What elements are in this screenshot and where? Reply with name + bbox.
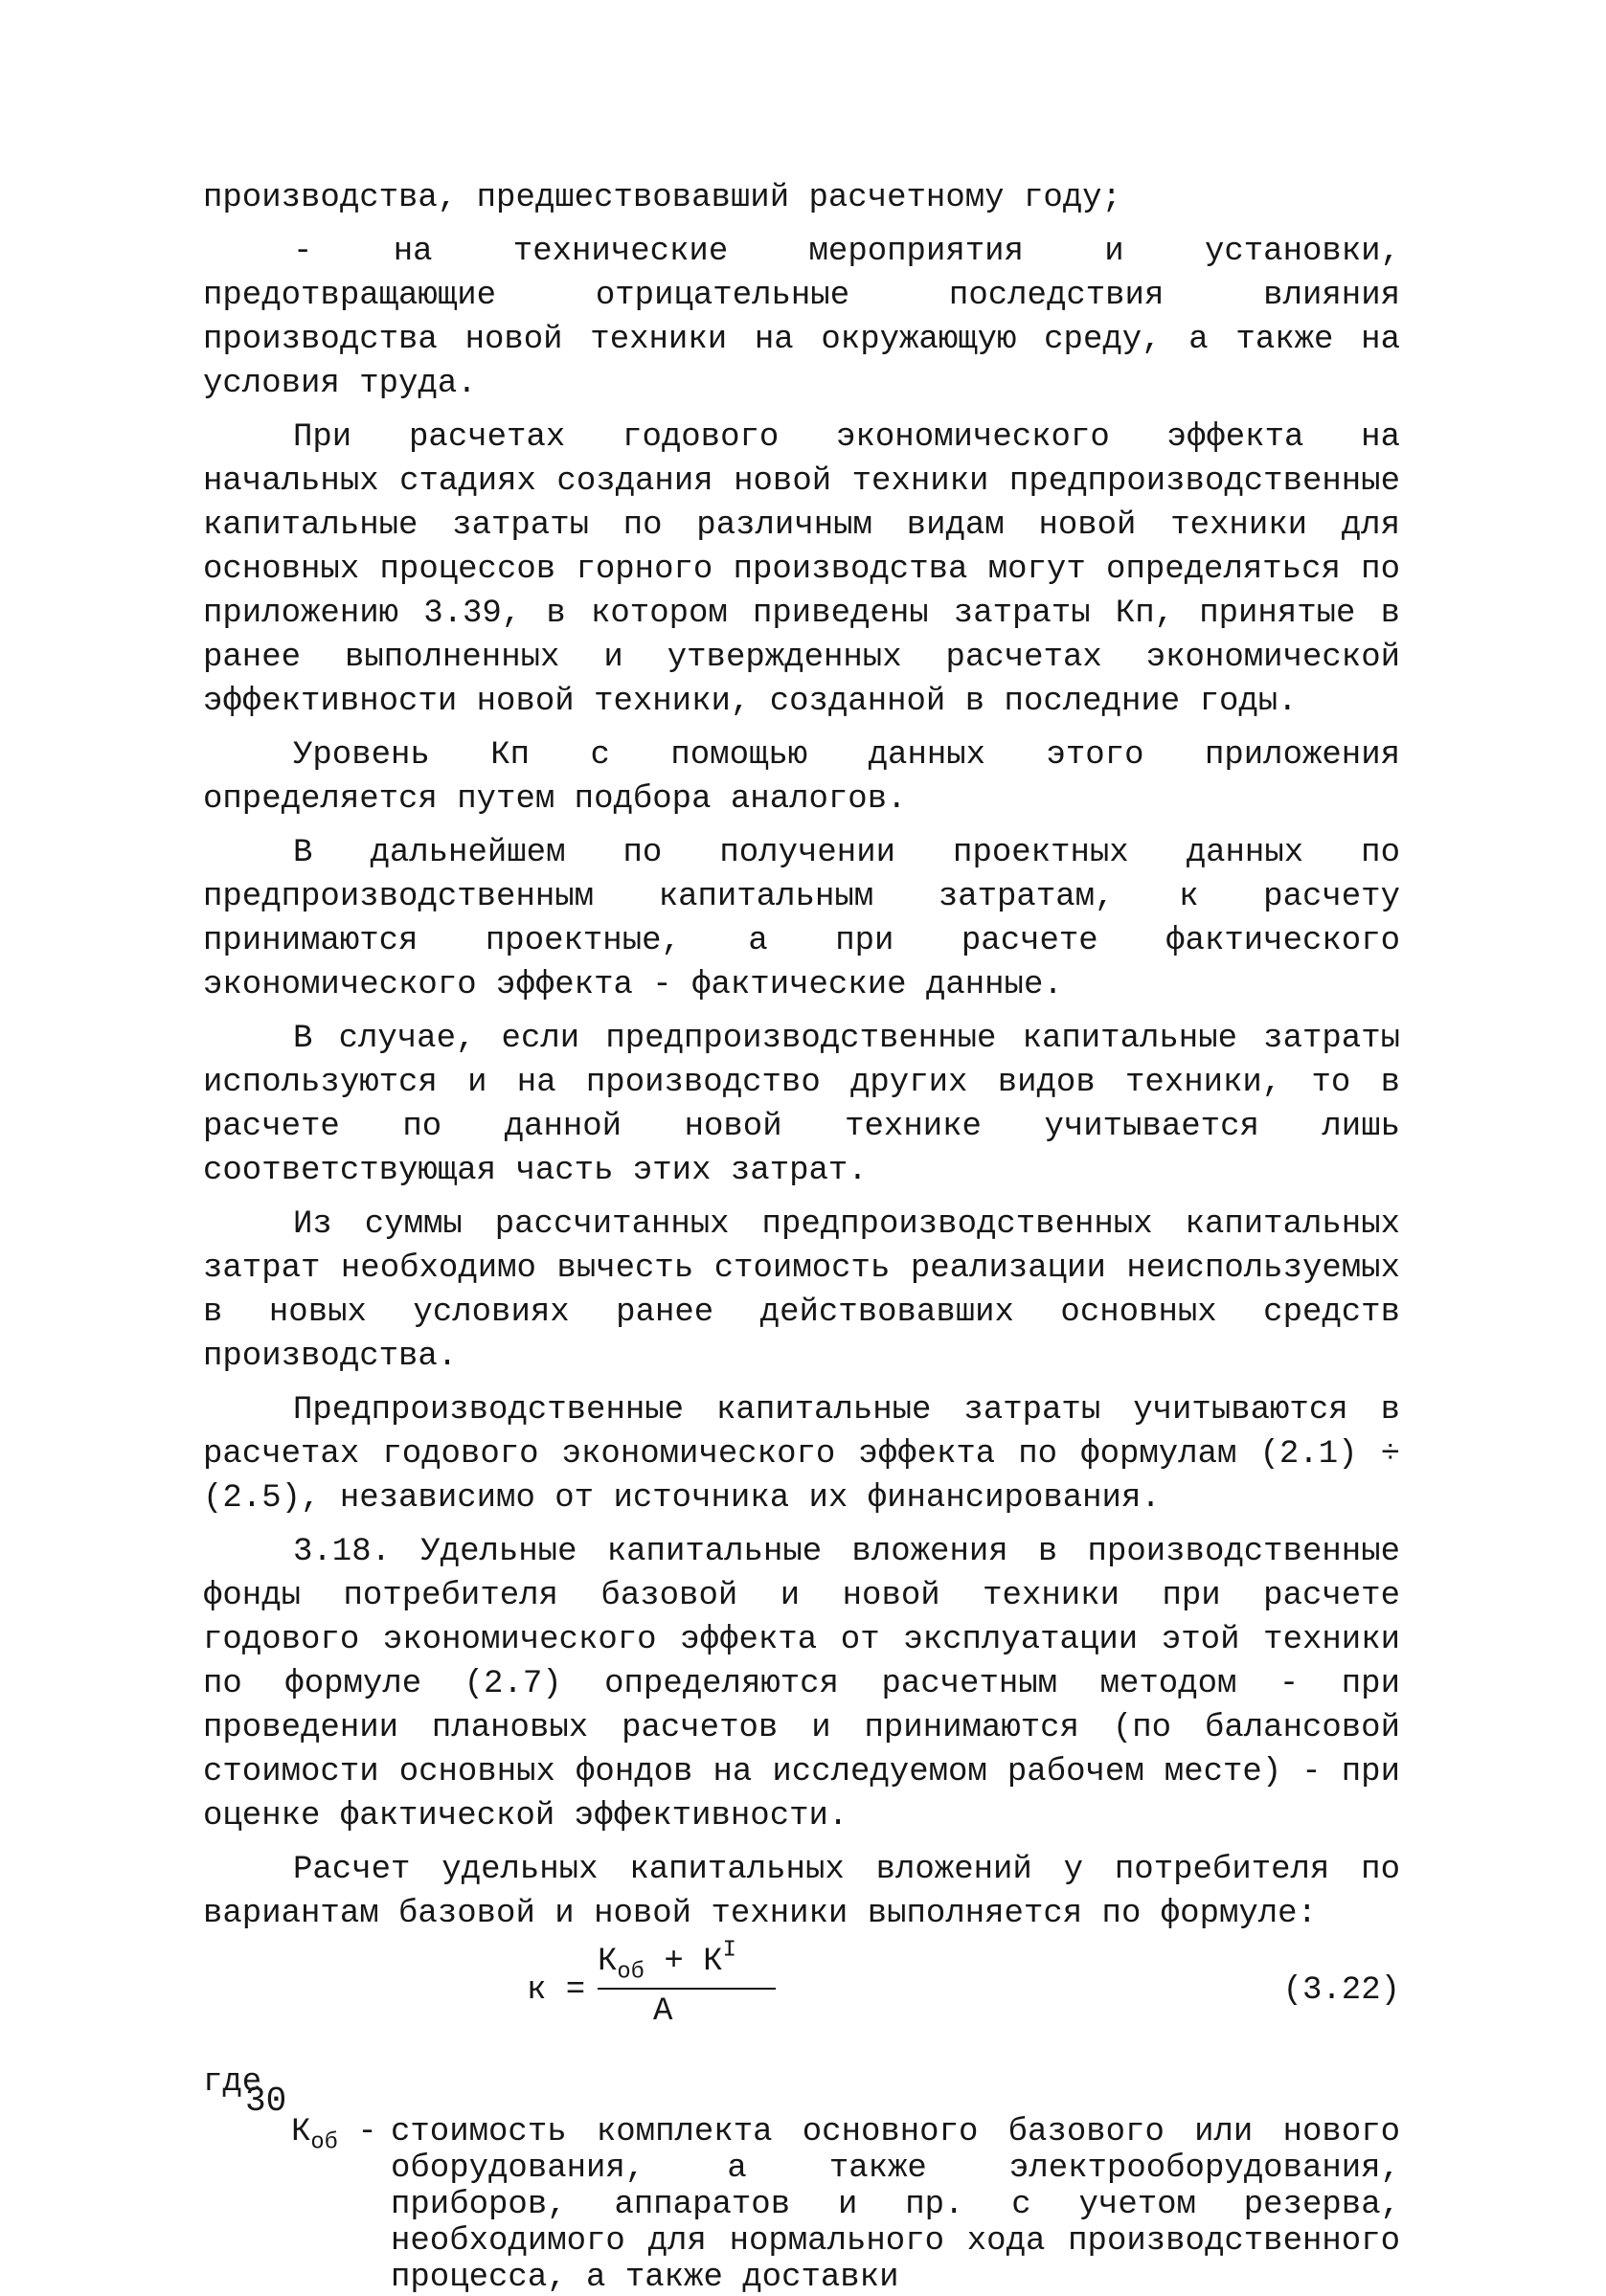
paragraph-environment: - на технические мероприятия и установки, предотвращающие отрицательные последствия влияния производства новой техники на окружающую среду, а также на условия труда. xyxy=(203,234,1400,402)
definition-text: стоимость комплекта основного базового или нового оборудования, а также электрооборудования, приборов, аппаратов и пр. с учетом резерва, необходимого для нормального хода производственного процесса, а также доставки xyxy=(391,2114,1400,2296)
paragraph-shared-costs: В случае, если предпроизводственные капитальные затраты используются и на производство других видов техники, то в расчете по данной новой технике учитывается лишь соответствующая часть этих затрат. xyxy=(203,1021,1400,1189)
numerator-plus-k: + К xyxy=(644,1944,723,1980)
term-k: К xyxy=(291,2114,311,2150)
paragraph-calculation-intro: Расчет удельных капитальных вложений у потребителя по вариантам базовой и новой техники выполняется по формуле: xyxy=(203,1852,1400,1932)
page-number: 30 xyxy=(245,2082,287,2121)
definition-kob xyxy=(203,2114,1400,2296)
body-text xyxy=(203,176,1400,2296)
term-dash: - xyxy=(357,2114,377,2150)
paragraph-subtract-value: Из суммы рассчитанных предпроизводственных капитальных затрат необходимо вычесть стоимость реализации неиспользуемых в новых условиях ранее действовавших основных средств производства. xyxy=(203,1206,1400,1375)
equation-number: (3.22) xyxy=(1282,1972,1400,2009)
paragraph-preproduction-costs: При расчетах годового экономического эффекта на начальных стадиях создания новой техники предпроизводственные капитальные затраты по различным видам новой техники для основных процессов горного производства могут определяться по приложению 3.39, в котором приведены затраты Кп, принятые в ранее выполненных и утвержденных расчетах экономической эффективности новой техники, созданной в последние годы. xyxy=(203,419,1400,720)
formula-fraction xyxy=(598,1937,789,2034)
paragraph-continuation: производства, предшествовавший расчетному году; xyxy=(203,180,1121,216)
paragraph-section-3-18: 3.18. Удельные капитальные вложения в производственные фонды потребителя базовой и новой техники при расчете годового экономического эффекта от эксплуатации этой техники по формуле (2.7) определяются расчетным методом - при проведении плановых расчетов и принимаются (по балансовой стоимости основных фондов на исследуемом рабочем месте) - при оценке фактической эффективности. xyxy=(203,1534,1400,1835)
formula-lhs: к = xyxy=(527,1972,586,2009)
where-label: где xyxy=(203,2064,262,2101)
formula-3-22 xyxy=(203,1937,1400,2053)
numerator-sup: I xyxy=(722,1937,736,1964)
term-sub: об xyxy=(310,2129,338,2156)
numerator-sub: об xyxy=(617,1959,645,1986)
numerator-k: К xyxy=(598,1944,618,1980)
paragraph-formulas-reference: Предпроизводственные капитальные затраты учитываются в расчетах годового экономического эффекта по формулам (2.1) ÷ (2.5), независимо от источника их финансирования. xyxy=(203,1392,1400,1517)
paragraph-kp-level: Уровень Кп с помощью данных этого приложения определяется путем подбора аналогов. xyxy=(203,737,1400,818)
formula-numerator xyxy=(598,1937,789,1986)
formula-denominator: А xyxy=(653,1993,673,2030)
definition-term xyxy=(291,2114,391,2156)
paragraph-project-data: В дальнейшем по получении проектных данных по предпроизводственным капитальным затратам, к расчету принимаются проектные, а при расчете фактического экономического эффекта - фактические данные. xyxy=(203,835,1400,1003)
